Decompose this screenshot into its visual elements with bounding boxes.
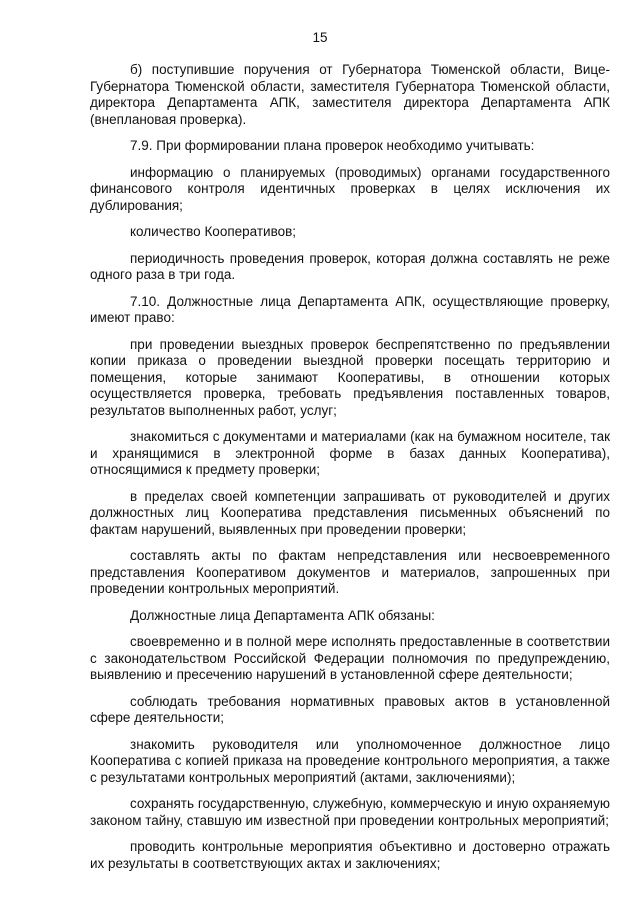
paragraph-onsite-access-right: при проведении выездных проверок беспрепятственно по предъявлении копии приказа о проведении выездной проверки посещать территорию и помещения, которые занимают Кооперативы, в отношении которых осуществляется проверка, требовать предъявления поставленных товаров, результатов выполненных работ, услуг; <box>90 336 610 418</box>
paragraph-7-9-heading: 7.9. При формировании плана проверок необходимо учитывать: <box>130 138 535 153</box>
paragraph-b-instructions: б) поступившие поручения от Губернатора Тюменской области, Вице-Губернатора Тюменской области, заместителя Губернатора Тюменской области, директора Департамента АПК, заместителя директора Департамента АПК (внеплановая проверка). <box>90 62 610 127</box>
paragraph-documents-access-right: знакомиться с документами и материалами (как на бумажном носителе, так и хранящимися в электронной форме в базах данных Кооператива), относящимися к предмету проверки; <box>90 429 610 477</box>
paragraph-objectivity-duty: проводить контрольные мероприятия объективно и достоверно отражать их результаты в соответствующих актах и заключениях; <box>90 839 610 871</box>
paragraph-acts-drafting-right: составлять акты по фактам непредставления или несвоевременного представления Кооперативом документов и материалов, запрошенных при проведении контрольных мероприятий. <box>90 548 610 596</box>
paragraph-financial-control-info: информацию о планируемых (проводимых) органами государственного финансового контроля идентичных проверках в целях исключения их дублирования; <box>90 164 610 213</box>
paragraph-obligations-heading: Должностные лица Департамента АПК обязаны: <box>130 607 435 623</box>
paragraph-regulations-compliance-duty: соблюдать требования нормативных правовых актов в установленной сфере деятельности; <box>90 693 610 725</box>
page-number: 15 <box>312 30 328 45</box>
paragraph-explanations-request-right: в пределах своей компетенции запрашивать от руководителей и других должностных лиц Кооператива представления письменных объяснений по фактам нарушений, выявленных при проведении проверки; <box>90 488 610 537</box>
paragraph-familiarization-duty: знакомить руководителя или уполномоченное должностное лицо Кооператива с копией приказа на проведение контрольного мероприятия, а также с результатами контрольных мероприятий (актами, заключениями); <box>90 736 610 785</box>
paragraph-secrecy-duty: сохранять государственную, служебную, коммерческую и иную охраняемую законом тайну, ставшую им известной при проведении контрольных мероприятий; <box>90 796 610 828</box>
paragraph-cooperatives-count: количество Кооперативов; <box>130 224 297 239</box>
paragraph-powers-execution-duty: своевременно и в полной мере исполнять предоставленные в соответствии с законодательством Российской Федерации полномочия по предупреждению, выявлению и пресечению нарушений в установленной сфере деятельности; <box>90 634 610 682</box>
paragraph-7-10-heading: 7.10. Должностные лица Департамента АПК, осуществляющие проверку, имеют право: <box>90 293 610 325</box>
document-body <box>90 62 610 882</box>
paragraph-inspection-frequency: периодичность проведения проверок, которая должна составлять не реже одного раза в три года. <box>90 250 610 282</box>
